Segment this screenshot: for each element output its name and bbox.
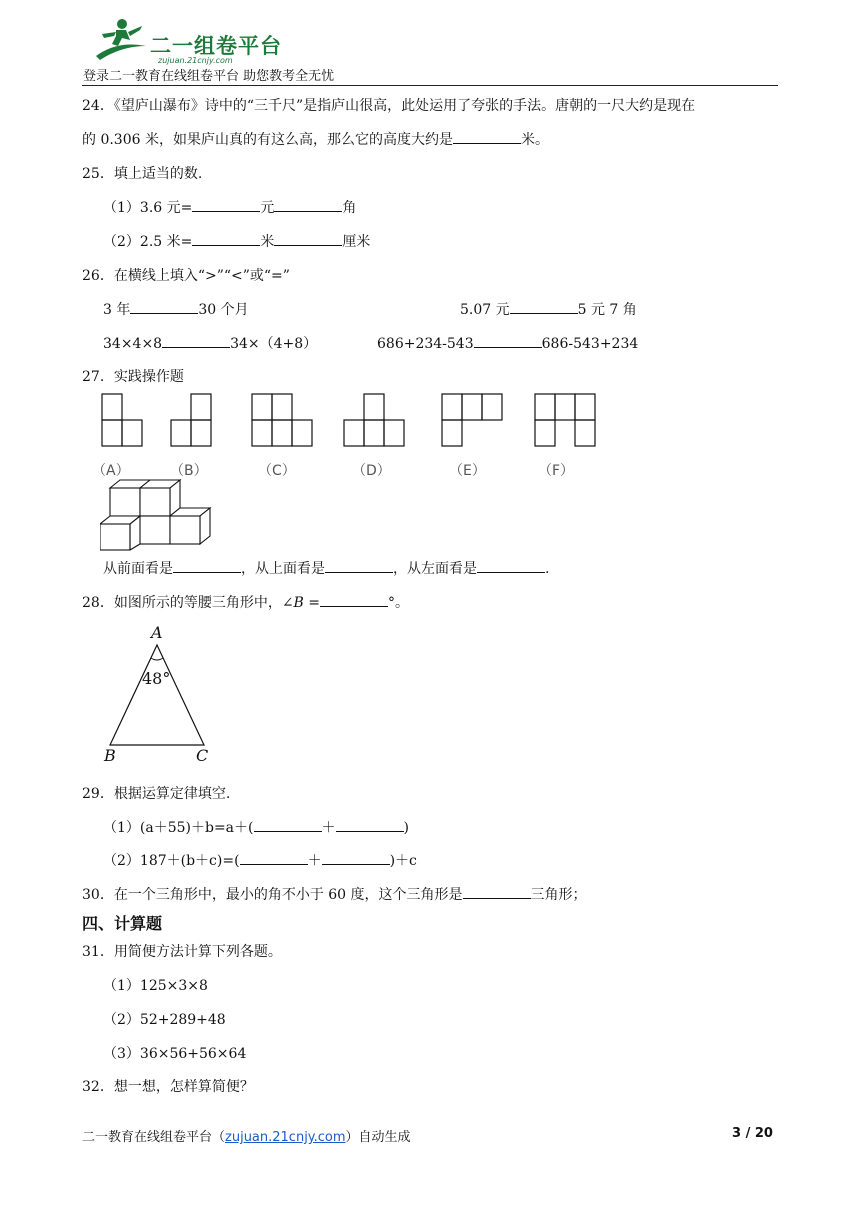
q29-p1-close: ) [403,820,409,836]
q28-text: 28．如图所示的等腰三角形中， [82,595,282,611]
q26-a-right: 30 个月 [198,302,249,318]
logo-text: 二一组卷平台 [150,34,282,58]
answer-blank[interactable] [173,558,241,573]
answer-blank[interactable] [325,558,393,573]
q31-part3: （3）36×56+56×64 [103,1046,247,1062]
view-label-b: （B） [170,463,208,479]
answer-blank[interactable] [336,817,404,832]
answer-blank[interactable] [510,299,578,314]
q29-p1-plus: ＋ [321,820,336,836]
q26-b-right: 5 元 7 角 [577,302,637,318]
answer-blank[interactable] [240,850,308,865]
q29-p2-close: )＋c [389,853,417,869]
cube-stack-figure [100,478,216,552]
q29-part2 [103,850,417,870]
q28-degree: °。 [388,595,410,611]
q27-left-text: ，从左面看是 [393,561,477,577]
header-divider [82,85,778,86]
q27-answer-line [103,558,549,578]
q26-d-left: 686+234-543 [377,336,474,352]
q24-line1: 24．《望庐山瀑布》诗中的“三千尺”是指庐山很高，此处运用了夸张的手法。唐朝的一尺大约是现在 [82,98,696,114]
q25-p1-unit2: 角 [342,200,357,216]
answer-blank[interactable] [453,129,521,144]
view-option-b [171,394,211,446]
view-option-e [442,394,502,446]
vertex-b-label: B [104,746,116,765]
header-tagline: 登录二一教育在线组卷平台 助您教考全无忧 [83,69,335,84]
vertex-a-label: A [151,623,163,642]
answer-blank[interactable] [463,884,531,899]
q25-part1 [103,197,356,217]
vertex-c-label: C [196,746,209,765]
q32-stem: 32．想一想，怎样算简便？ [82,1079,254,1095]
view-option-c [252,394,312,446]
q26-c-right: 34×（4+8） [230,336,318,352]
q26-stem: 26．在横线上填入“>”“<”或“=” [82,268,290,284]
answer-blank[interactable] [274,197,342,212]
q24-text: 的 0.306 米，如果庐山真的有这么高，那么它的高度大约是 [82,132,453,148]
q29-stem: 29．根据运算定律填空. [82,786,231,802]
answer-blank[interactable] [477,558,545,573]
answer-blank[interactable] [474,333,542,348]
q24-unit: 米。 [520,132,549,148]
view-options-figure [95,390,615,452]
q26-c-left: 34×4×8 [103,336,163,352]
q26-item-c [103,333,317,353]
footer-text: 二一教育在线组卷平台（ [82,1130,226,1145]
view-option-d [344,394,404,446]
q30-end: 三角形； [530,887,587,903]
q31-part1: （1）125×3×8 [103,978,208,994]
section-heading: 四、计算题 [82,914,163,933]
answer-blank[interactable] [254,817,322,832]
q30-text: 30．在一个三角形中，最小的角不小于 60 度，这个三角形是 [82,887,463,903]
answer-blank[interactable] [192,197,260,212]
runner-logo-icon [92,16,150,62]
view-label-e: （E） [449,463,486,479]
q25-p2-text: （2）2.5 米= [103,234,193,250]
q27-end: . [545,561,550,577]
answer-blank[interactable] [192,231,260,246]
q25-p2-unit2: 厘米 [342,234,371,250]
q26-item-a [103,299,249,319]
q25-part2 [103,231,370,251]
q25-p2-unit1: 米 [260,234,275,250]
logo-subtext: zujuan.21cnjy.com [158,56,233,65]
answer-blank[interactable] [322,850,390,865]
answer-blank[interactable] [130,299,198,314]
q27-front-text: 从前面看是 [103,561,173,577]
q26-d-right: 686-543+234 [541,336,639,352]
view-option-f [535,394,595,446]
q29-p2-text: （2）187＋(b＋c)=( [103,853,240,869]
footer-text-end: ）自动生成 [345,1130,411,1145]
page-number: 3 / 20 [732,1126,773,1141]
view-label-d: （D） [352,463,391,479]
view-label-a: （A） [92,463,130,479]
q28-stem [82,592,409,612]
q27-top-text: ，从上面看是 [241,561,325,577]
q26-item-d [377,333,638,352]
view-label-f: （F） [538,463,575,479]
q25-stem: 25．填上适当的数. [82,166,203,182]
footer-left [82,1126,411,1145]
q27-stem: 27．实践操作题 [82,369,184,385]
q29-p1-text: （1）(a＋55)＋b=a＋( [103,820,254,836]
q24-line2 [82,129,549,149]
angle-label: 48° [142,669,171,688]
q30-line [82,884,587,904]
q26-item-b [460,299,637,319]
view-option-a [102,394,142,446]
answer-blank[interactable] [320,592,388,607]
footer-link[interactable]: zujuan.21cnjy.com [225,1130,346,1145]
q29-p2-plus: ＋ [307,853,322,869]
q26-b-left: 5.07 元 [460,302,510,318]
q31-part2: （2）52+289+48 [103,1012,226,1028]
view-label-c: （C） [258,463,296,479]
q25-p1-text: （1）3.6 元= [103,200,193,216]
q25-p1-unit1: 元 [260,200,275,216]
answer-blank[interactable] [274,231,342,246]
q26-a-left: 3 年 [103,302,131,318]
q29-part1 [103,817,409,837]
answer-blank[interactable] [162,333,230,348]
q28-angle-symbol: ∠B = [281,595,321,611]
q31-stem: 31．用简便方法计算下列各题。 [82,944,282,960]
